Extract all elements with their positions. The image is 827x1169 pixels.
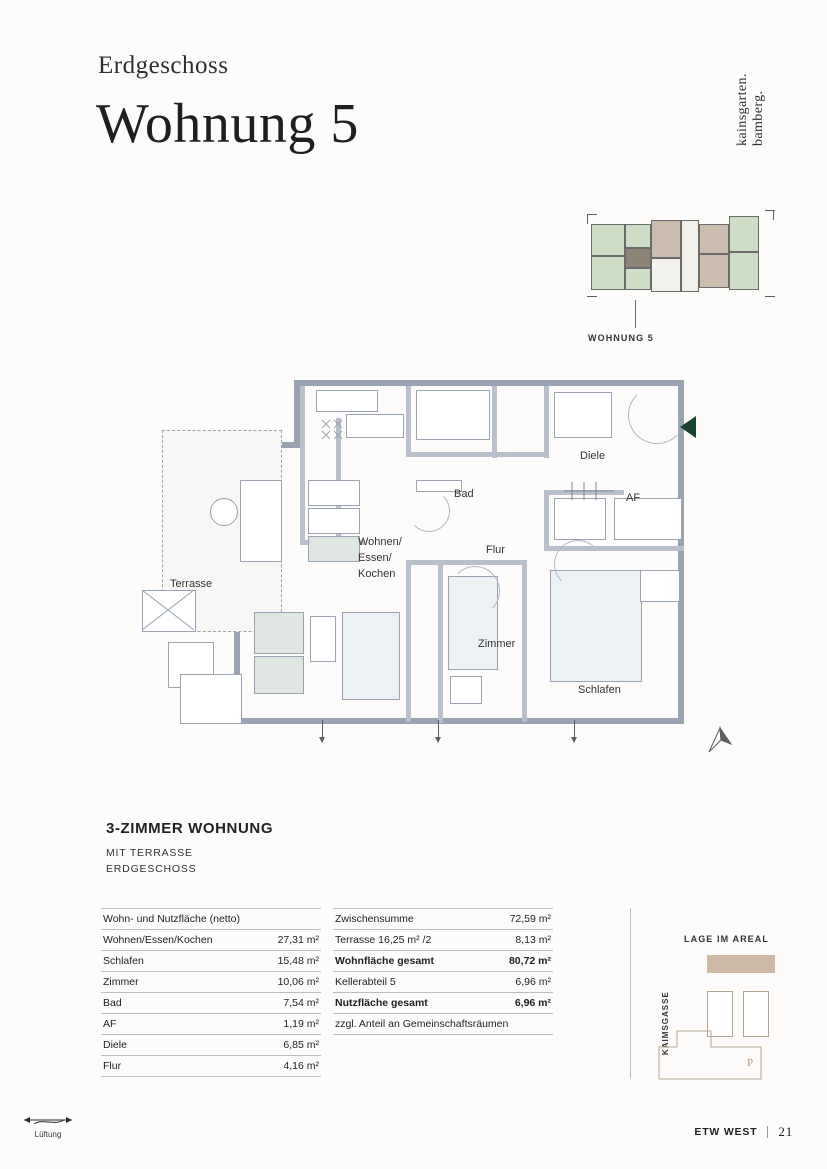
- keyplan-unit: [681, 220, 699, 292]
- terrace-planter-cross-icon: [142, 590, 194, 630]
- room-label-terrasse: Terrasse: [170, 578, 213, 590]
- table-cell-value: 4,16 m²: [283, 1060, 319, 1072]
- wall-interior: [406, 452, 496, 457]
- keyplan-unit: [625, 268, 651, 290]
- table-cell-label: Nutzfläche gesamt: [335, 997, 428, 1009]
- terrace-table: [210, 498, 238, 526]
- keyplan-crop-mark: [587, 214, 597, 215]
- wall-interior: [406, 386, 411, 456]
- entrance-marker-icon: [680, 416, 696, 438]
- door-swing: [408, 490, 450, 532]
- vent-arrow-icon: [574, 720, 575, 742]
- keyplan-units: [587, 210, 777, 300]
- keyplan-crop-mark: [773, 210, 774, 220]
- outdoor-lounge: [180, 674, 242, 724]
- table-cell-value: 27,31 m²: [277, 934, 319, 946]
- table-cell-value: 8,13 m²: [515, 934, 551, 946]
- wall-interior: [544, 386, 549, 458]
- wall-interior: [406, 560, 526, 565]
- table-cell-label: Terrasse 16,25 m² /2: [335, 934, 432, 946]
- table-row: [101, 993, 321, 1014]
- table-cell-value: 6,96 m²: [514, 997, 551, 1009]
- af-hatch-icon: [564, 482, 614, 500]
- wall-interior: [300, 386, 305, 544]
- table-row: [101, 1056, 321, 1077]
- table-row-total-living: [333, 951, 553, 972]
- vent-arrow-icon: [322, 720, 323, 742]
- wall-interior: [492, 386, 497, 458]
- table-cell-label: Schlafen: [103, 955, 144, 967]
- street-label-text: KAIMSGASSE: [661, 991, 670, 1055]
- vent-arrow-icon: [438, 720, 439, 742]
- table-row-note: [333, 1014, 553, 1035]
- table-cell-label: Bad: [103, 997, 122, 1009]
- footer-project-label: ETW WEST: [694, 1126, 758, 1138]
- table-cell-value: 6,85 m²: [283, 1039, 319, 1051]
- page-title: Wohnung 5: [96, 93, 359, 155]
- keyplan-diagram: [587, 210, 777, 300]
- table-row-total-usable: [333, 993, 553, 1014]
- ventilation-legend: [18, 1114, 78, 1139]
- area-table-left: [101, 908, 321, 1077]
- storage-unit: [614, 498, 682, 540]
- room-label-af: AF: [626, 492, 641, 504]
- dining-chair: [308, 480, 360, 506]
- room-label-flur: Flur: [486, 544, 505, 556]
- areal-outline: [655, 1027, 795, 1080]
- keyplan-unit: [591, 256, 625, 290]
- living-rug: [342, 612, 400, 700]
- keyplan-crop-mark: [587, 296, 597, 297]
- keyplan-crop-mark: [587, 214, 588, 224]
- keyplan-leader-line: [635, 300, 636, 328]
- keyplan-unit-highlight: [625, 248, 651, 268]
- table-row: [101, 972, 321, 993]
- table-cell-label: Kellerabteil 5: [335, 976, 396, 988]
- room-label-wohnen-3: Kochen: [358, 568, 396, 580]
- wall-interior: [406, 560, 411, 722]
- table-cell-value: 7,54 m²: [283, 997, 319, 1009]
- compass-icon: [705, 726, 735, 758]
- table-row: [101, 1014, 321, 1035]
- floor-plan: [150, 380, 730, 760]
- keyplan-unit: [625, 224, 651, 248]
- wall-interior: [438, 565, 443, 723]
- ventilation-icon: [20, 1114, 76, 1128]
- table-cell-value: 15,48 m²: [277, 955, 319, 967]
- table-cell-label: Wohn- und Nutzfläche (netto): [103, 913, 240, 925]
- door-swing: [450, 566, 500, 616]
- table-row: [333, 972, 553, 993]
- parking-marker: P: [747, 1057, 754, 1069]
- brand-logo: [733, 40, 769, 150]
- table-cell-value: 6,96 m²: [515, 976, 551, 988]
- apartment-feature-floor: ERDGESCHOSS: [106, 863, 197, 875]
- room-label-wohnen-1: Wohnen/: [358, 536, 402, 548]
- table-cell-label: zzgl. Anteil an Gemeinschaftsräumen: [335, 1018, 509, 1030]
- wall-interior: [492, 452, 548, 457]
- table-cell-label: Wohnen/Essen/Kochen: [103, 934, 213, 946]
- table-cell-label: Wohnfläche gesamt: [335, 955, 434, 967]
- bed-double: [550, 570, 642, 682]
- table-cell-label: Diele: [103, 1039, 127, 1051]
- stove-icon: [320, 418, 344, 440]
- kitchen-counter: [316, 390, 378, 412]
- table-cell-label: Flur: [103, 1060, 122, 1072]
- keyplan-unit: [729, 252, 759, 290]
- page-subtitle-floor: Erdgeschoss: [98, 52, 229, 79]
- areal-block-highlight: [707, 955, 775, 973]
- brand-line-1: kainsgarten.: [735, 73, 750, 146]
- dining-chair: [308, 508, 360, 534]
- areal-map: [655, 955, 795, 1080]
- door-swing: [554, 540, 602, 588]
- door-entry-swing: [628, 386, 686, 444]
- keyplan-unit: [651, 258, 681, 292]
- table-cell-value: 72,59 m²: [509, 913, 551, 925]
- sofa: [254, 612, 304, 654]
- keyplan-label: WOHNUNG 5: [588, 333, 654, 343]
- vertical-divider: [630, 908, 631, 1078]
- table-cell-label: Zwischensumme: [335, 913, 414, 925]
- page-number: 21: [778, 1124, 793, 1139]
- table-cell-label: Zimmer: [103, 976, 139, 988]
- wall-interior: [544, 490, 549, 550]
- wardrobe: [554, 392, 612, 438]
- storage-unit: [554, 498, 606, 540]
- table-row: [333, 908, 553, 930]
- table-cell-value: 10,06 m²: [277, 976, 319, 988]
- table-row: [101, 1035, 321, 1056]
- footer-divider: [767, 1126, 768, 1138]
- table-cell-label: AF: [103, 1018, 117, 1030]
- table-row: [101, 908, 321, 930]
- kitchen-block: [346, 414, 404, 438]
- room-label-wohnen-2: Essen/: [358, 552, 392, 564]
- footer: [694, 1124, 793, 1140]
- table-row: [101, 951, 321, 972]
- table-row: [101, 930, 321, 951]
- room-label-schlafen: Schlafen: [578, 684, 621, 696]
- brand-line-2: bamberg.: [751, 90, 766, 146]
- room-label-bad: Bad: [454, 488, 474, 500]
- wall-interior: [522, 560, 527, 722]
- ventilation-label: Lüftung: [34, 1130, 62, 1139]
- room-label-zimmer: Zimmer: [478, 638, 516, 650]
- terrace-furniture: [240, 480, 282, 562]
- wall-bottom: [234, 718, 684, 724]
- table-cell-value: 80,72 m²: [508, 955, 551, 967]
- bath-tub: [416, 390, 490, 440]
- apartment-feature-terrace: MIT TERRASSE: [106, 847, 193, 859]
- table-cell-value: 1,19 m²: [283, 1018, 319, 1030]
- keyplan-unit: [651, 220, 681, 258]
- keyplan-unit: [729, 216, 759, 252]
- side-table: [310, 616, 336, 662]
- table-row: [333, 930, 553, 951]
- desk: [450, 676, 482, 704]
- area-table-right: [333, 908, 553, 1035]
- keyplan-unit: [591, 224, 625, 256]
- keyplan-unit: [699, 224, 729, 254]
- armchair: [254, 656, 304, 694]
- nightstand: [640, 570, 680, 602]
- wall-top: [294, 380, 684, 386]
- room-label-diele: Diele: [580, 450, 606, 462]
- dining-table: [308, 536, 360, 562]
- apartment-type-title: 3-ZIMMER WOHNUNG: [106, 820, 274, 837]
- keyplan-crop-mark: [765, 296, 775, 297]
- areal-map-title: LAGE IM AREAL: [684, 934, 769, 944]
- keyplan-unit: [699, 254, 729, 288]
